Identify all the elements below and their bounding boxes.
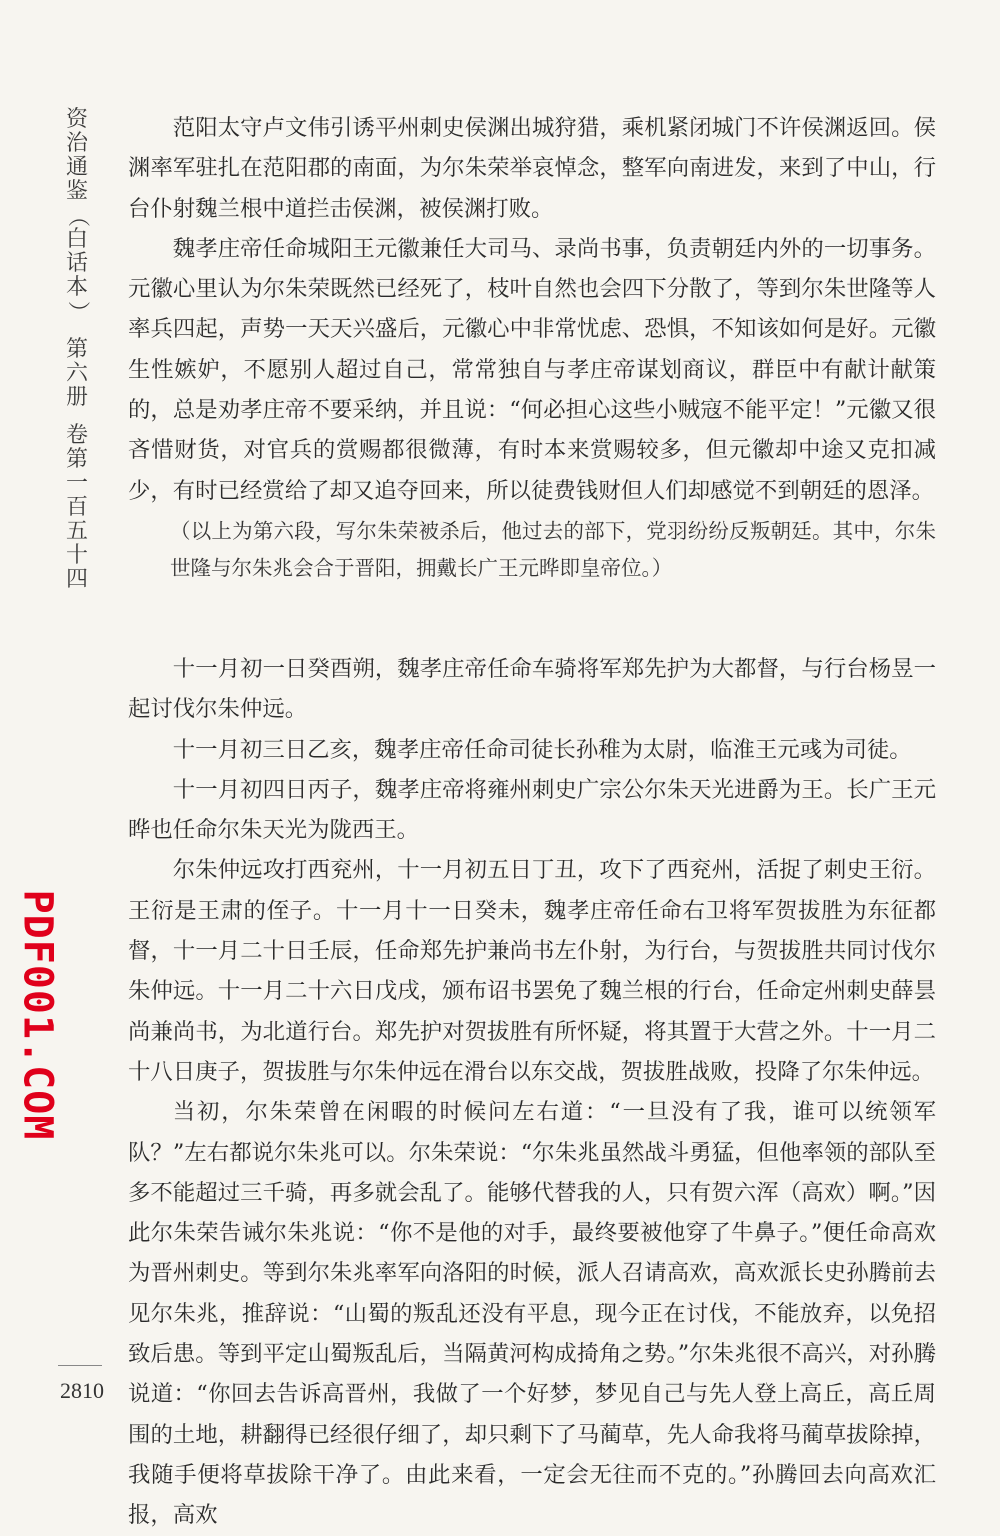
footer-rule [58,1365,102,1366]
paragraph: 范阳太守卢文伟引诱平州刺史侯渊出城狩猎，乘机紧闭城门不许侯渊返回。侯渊率军驻扎在范阳郡的南面，为尔朱荣举哀悼念，整军向南进发，来到了中山，行台仆射魏兰根中道拦击侯渊，被侯渊打败。 [128,115,936,222]
paragraph: 十一月初一日癸酉朔，魏孝庄帝任命车骑将军郑先护为大都督，与行台杨昱一起讨伐尔朱仲远。 [128,655,936,723]
page-number: 2810 [60,1378,104,1403]
page-body [128,108,936,1536]
paragraph: 十一月初三日乙亥，魏孝庄帝任命司徒长孙稚为太尉，临淮王元彧为司徒。 [172,736,912,763]
watermark-text: PDF001.COM [14,889,61,1141]
running-title [62,108,92,592]
book-title: 资 治 通 鉴 （ 白 话 本 ） [65,107,90,323]
paragraph: 当初，尔朱荣曾在闲暇的时候问左右道：“一旦没有了我，谁可以统领军队？”左右都说尔朱兆可以。尔朱荣说：“尔朱兆虽然战斗勇猛，但他率领的部队至多不能超过三千骑，再多就会乱了。能够代替我的人，只有贺六浑（高欢）啊。”因此尔朱荣告诫尔朱兆说：“你不是他的对手，最终要被他穿了牛鼻子。”便任命高欢为晋州刺史。等到尔朱兆率军向洛阳的时候，派人召请高欢，高欢派长史孙腾前去见尔朱兆，推辞说：“山蜀的叛乱还没有平息，现今正在讨伐，不能放弃，以免招致后患。等到平定山蜀叛乱后，当隔黄河构成掎角之势。”尔朱兆很不高兴，对孙腾说道：“你回去告诉高晋州，我做了一个好梦，梦见自己与先人登上高丘，高丘周围的土地，耕翻得已经很仔细了，却只剩下了马蔺草，先人命我将马蔺草拔除掉，我随手便将草拔除干净了。由此来看，一定会无往而不克的。”孙腾回去向高欢汇报，高欢 [128,1099,936,1529]
paragraph: 十一月初四日丙子，魏孝庄帝将雍州刺史广宗公尔朱天光进爵为王。长广王元晔也任命尔朱天光为陇西王。 [128,776,936,844]
paragraph: 魏孝庄帝任命城阳王元徽兼任大司马、录尚书事，负责朝廷内外的一切事务。元徽心里认为尔朱荣既然已经死了，枝叶自然也会四下分散了，等到尔朱世隆等人率兵四起，声势一天天兴盛后，元徽心中非常忧虑、恐惧，不知该如何是好。元徽生性嫉妒，不愿别人超过自己，常常独自与孝庄帝谋划商议，群臣中有献计献策的，总是劝孝庄帝不要采纳，并且说：“何必担心这些小贼寇不能平定！”元徽又很吝惜财货，对官兵的赏赐都很微薄，有时本来赏赐较多，但元徽却中途又克扣减少，有时已经赏给了却又追夺回来，所以徒费钱财但人们却感觉不到朝廷的恩泽。 [128,235,936,504]
watermark [12,889,62,1141]
chapter-title: 卷 第 一 百 五 十 四 [65,423,88,592]
paragraph: 尔朱仲远攻打西兖州，十一月初五日丁丑，攻下了西兖州，活捉了刺史王衍。王衍是王肃的侄子。十一月十一日癸未，魏孝庄帝任命右卫将军贺拔胜为东征都督，十一月二十日壬辰，任命郑先护兼尚书左仆射，为行台，与贺拔胜共同讨伐尔朱仲远。十一月二十六日戊戌，颁布诏书罢免了魏兰根的行台，任命定州刺史薛昙尚兼尚书，为北道行台。郑先护对贺拔胜有所怀疑，将其置于大营之外。十一月二十八日庚子，贺拔胜与尔朱仲远在滑台以东交战，贺拔胜战败，投降了尔朱仲远。 [128,857,936,1085]
section-note: （以上为第六段，写尔朱荣被杀后，他过去的部下，党羽纷纷反叛朝廷。其中，尔朱世隆与尔朱兆会合于晋阳，拥戴长广王元晔即皇帝位。） [170,518,936,580]
volume-title: 第 六 册 [65,337,88,410]
